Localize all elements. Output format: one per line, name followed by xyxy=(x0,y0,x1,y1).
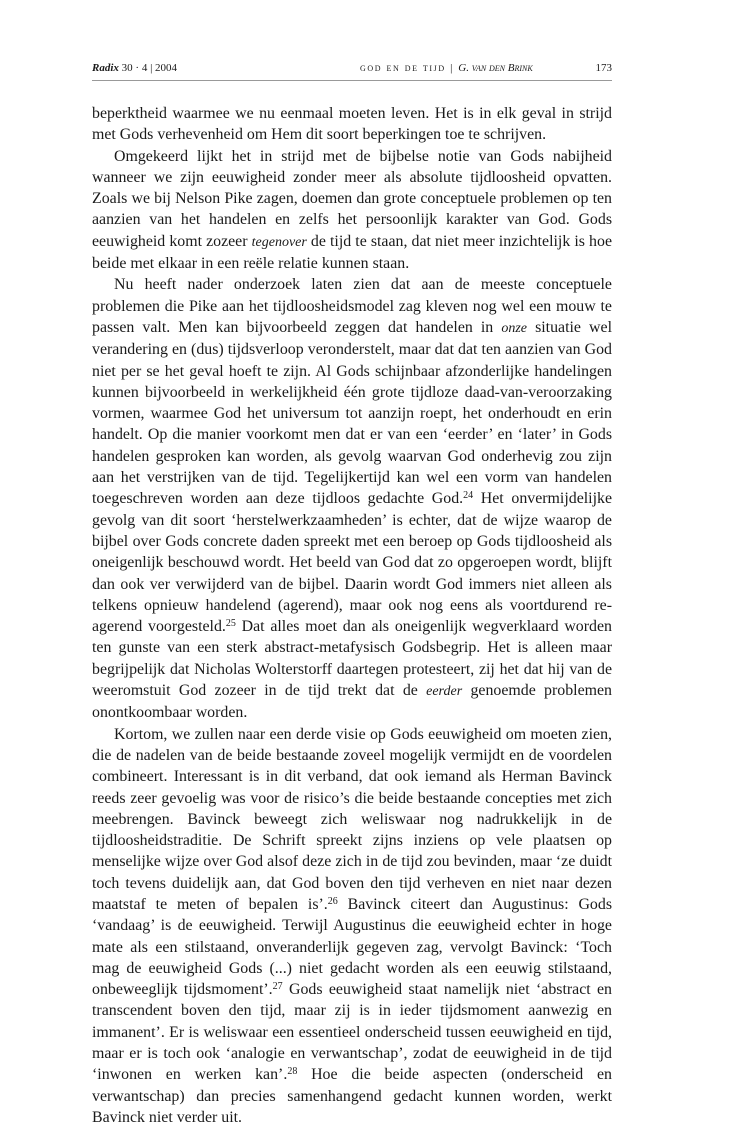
text-run: genoemde problemen onontkoombaar worden. xyxy=(92,682,613,722)
text-run: Kortom, we zullen naar een derde visie op Gods eeuwigheid om moeten zien, die de nadelen van de beide bestaande zoveel mogelijk vermijdt en de voordelen combineert. Interessant is in dit verband, dat ook iemand als Herman Bavinck reeds zeer gevoelig was voor de risico’s die beide bestaande concepties met zich meebrengen. Bavinck beweegt zich weliswaar nog nadrukkelijk in de tijdloosheidstraditie. De Schrift spreekt zijns inziens op vele plaatsen op menselijke wijze over God alsof deze zich in de tijd zou bevinden, maar ‘ze duidt toch tevens duidelijk aan, dat God boven den tijd verheven en niet naar dezen maatstaf te meten of bepalen is’. xyxy=(92,725,612,913)
paragraph xyxy=(92,274,612,723)
text-run: Nu heeft nader onderzoek laten zien dat aan de meeste conceptuele problemen die Pike aan het tijdloosheidsmodel zag kleven nog wel een mouw te passen valt. Men kan bijvoorbeeld zeggen dat handelen in xyxy=(92,276,612,336)
paragraph xyxy=(92,724,612,1128)
text-run: Dat alles moet dan als oneigenlijk wegverklaard worden ten gunste van een sterk abstract-metafysisch Godsbegrip. Het is alleen maar begrijpelijk dat Nicholas Wolterstorff daartegen protesteert, zij het dat hij van de weeromstuit God zozeer in de tijd trekt dat de xyxy=(92,618,612,700)
emphasis-text: onze xyxy=(501,320,527,336)
running-header xyxy=(92,60,612,78)
footnote-ref: 27 xyxy=(272,981,283,993)
footnote-ref: 26 xyxy=(327,895,338,907)
text-run: beperktheid waarmee we nu eenmaal moeten leven. Het is in elk geval in strijd met Gods verhevenheid om Hem dit soort beperkingen toe te schrijven. xyxy=(92,105,612,144)
emphasis-text: tegenover xyxy=(251,234,307,250)
running-title: god en de tijd xyxy=(360,62,446,74)
footnote-ref: 24 xyxy=(463,490,474,502)
paragraph xyxy=(92,103,612,146)
text-run: situatie wel verandering en (dus) tijdsverloop veronderstelt, maar dat dat ten aanzien van God niet per se het geval hoeft te zijn. Al Gods schijnbaar afzonderlijke handelingen kunnen bijvoorbeeld in werkelijkheid één grote tijdloze daad-van-veroorzaking vormen, waarmee God het universum tot aanzijn roept, het onderhoudt en erin handelt. Op die manier voorkomt men dat er van een ‘eerder’ en ‘later’ in Gods handelen gesproken kan worden, als gevolg waarvan God onderhevig zou zijn aan het verstrijken van de tijd. Tegelijkertijd kan wel een vorm van handelen toegeschreven worden aan deze tijdloos gedachte God. xyxy=(92,318,612,508)
journal-info xyxy=(92,62,177,74)
text-run: de tijd te staan, dat niet meer inzichtelijk is hoe beide met elkaar in een reële relatie kunnen staan. xyxy=(92,232,612,273)
journal-name: Radix xyxy=(92,62,119,74)
text-run: Gods eeuwigheid staat namelijk niet ‘abstract en transcendent boven den tijd, maar zij is in ieder tijdsmoment aanwezig en immanent’. Er is weliswaar een essentieel onderscheid tussen eeuwigheid en tijd, maar er is toch ook ‘analogie en verwantschap’, zodat de eeuwigheid in de tijd ‘inwonen en werken kan’. xyxy=(92,981,612,1084)
text-run: Het onvermijdelijke gevolg van dit soort ‘herstelwerkzaamheden’ is echter, dat de wijze waarop de bijbel over Gods concrete daden spreekt met een beroep op Gods tijdloosheid als oneigenlijk beschouwd wordt. Het beeld van God dat zo opgeroepen wordt, blijft dan ook ver verwijderd van de bijbel. Daarin wordt God immers niet alleen als telkens opnieuw handelend (agerend), maar ook nog eens als voortdurend re-agerend voorgesteld. xyxy=(92,490,612,636)
running-title-block xyxy=(360,62,533,74)
header-rule xyxy=(92,80,612,81)
article-body xyxy=(92,103,612,1128)
footnote-ref: 28 xyxy=(287,1066,298,1078)
page-number: 173 xyxy=(595,62,612,74)
journal-issue: 30 · 4 | 2004 xyxy=(121,62,178,74)
paragraph xyxy=(92,146,612,275)
running-separator: | xyxy=(450,62,454,74)
text-run: Bavinck citeert dan Augustinus: Gods ‘vandaag’ is de eeuwigheid. Terwijl Augustinus die eeuwigheid echter in hoge mate als een stilstaand, onveranderlijk gegeven zag, vervolgt Bavinck: ‘Toch mag de eeuwigheid Gods (...) niet gedacht worden als een eeuwig stilstaand, onbeweeglijk tijdsmoment’. xyxy=(92,895,613,999)
text-run: Omgekeerd lijkt het in strijd met de bijbelse notie van Gods nabijheid wanneer we zijn eeuwigheid zonder meer als absolute tijdloosheid opvatten. Zoals we bij Nelson Pike zagen, doemen dan grote conceptuele problemen op ten aanzien van het handelen en zelfs het persoonlijk karakter van God. Gods eeuwigheid komt zozeer xyxy=(92,147,612,250)
running-author: G. van den Brink xyxy=(458,62,533,74)
text-run: Hoe die beide aspecten (onderscheid en verwantschap) dan precies samenhangend gedacht kunnen worden, werkt Bavinck niet verder uit. xyxy=(92,1066,613,1126)
footnote-ref: 25 xyxy=(225,618,236,630)
emphasis-text: eerder xyxy=(426,684,463,700)
